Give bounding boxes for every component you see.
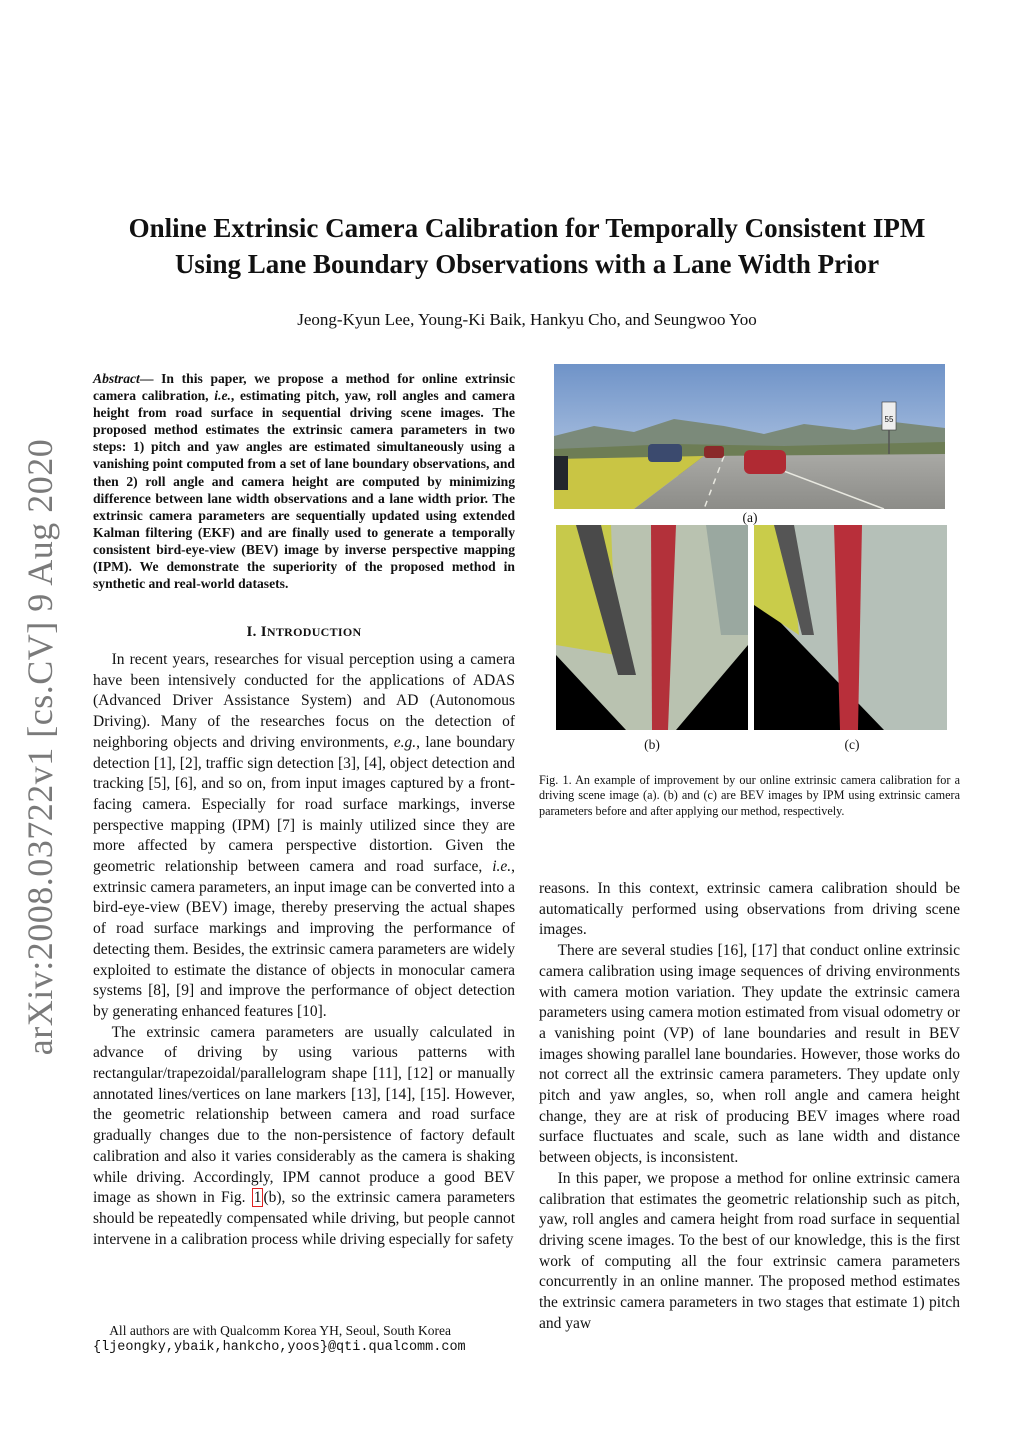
footnote-affiliation: All authors are with Qualcomm Korea YH, Seoul, South Korea: [109, 1323, 451, 1338]
section-rest: NTRODUCTION: [266, 625, 362, 639]
driving-scene-image: [554, 364, 945, 509]
figure-ref-link[interactable]: 1: [253, 1189, 262, 1207]
section-number: I.: [246, 624, 261, 640]
paper-title: [90, 210, 964, 282]
right-body-column: [539, 879, 960, 1334]
arxiv-id-text: arXiv:2008.03722v1 [cs.CV] 9 Aug 2020: [20, 438, 60, 1056]
figure-1b-bev-before: [556, 525, 748, 730]
title-line-2: Using Lane Boundary Observations with a Lane Width Prior: [174, 249, 880, 279]
car-front-red: [744, 450, 786, 474]
abstract-body-1: In this paper, we propose a method for online extrinsic camera calibration,: [93, 371, 515, 404]
figure-label-b: (b): [644, 737, 660, 752]
bev-before-image: [556, 525, 748, 730]
car-left: [648, 444, 682, 462]
intro-p2-text-a: The extrinsic camera parameters are usually calculated in advance of driving by using various patterns with rectangular/trapezoidal/parallelogram shape [11], [12] or manually annotated lines/vertices on lane markers [13], [14], [15]. However, the geometric relationship between camera and road surface gradually changes due to the non-persistence of factory default calibration and also it varies considerably as the camera is shaking while driving. Accordingly, IPM cannot produce a good BEV image as shown in Fig.: [93, 1023, 515, 1207]
figure-label-a: (a): [742, 510, 758, 525]
abstract-dash: —: [139, 371, 162, 386]
right-paragraph-3: In this paper, we propose a method for online extrinsic camera calibration that estimates the geometric relationship such as pitch, yaw, roll angles and camera height from road surface in sequential driving scene images. To the best of our knowledge, this is the first work of computing all the four extrinsic camera parameters concurrently in an online manner. The proposed method estimates the extrinsic camera parameters in two stages that estimate 1) pitch and yaw: [539, 1169, 960, 1332]
abstract-label: Abstract: [93, 371, 140, 386]
speed-sign-text: 55: [884, 415, 894, 424]
title-line-1: Online Extrinsic Camera Calibration for Temporally Consistent IPM: [128, 213, 926, 243]
right-paragraph-2: There are several studies [16], [17] that conduct online extrinsic camera calibration using image sequences of driving environments with camera motion variation. They update the extrinsic camera parameters using camera motion estimated from visual odometry or a vanishing point (VP) of lane boundaries and result in BEV images showing parallel lane boundaries. However, those works do not correct all the extrinsic camera parameters. They update only pitch and yaw angles, so, when roll angle and camera height change, they are at risk of producing BEV images where road surface fluctuates and scale, such as lane width and distance between objects, is inconsistent.: [539, 942, 960, 1167]
figure-1: [540, 362, 960, 772]
section-first-letter: I: [260, 624, 267, 640]
intro-paragraph-2: [93, 1023, 515, 1251]
intro-p2-text-b: (b), so the extrinsic camera parameters should be repeatedly compensated while driving, but people cannot intervene in a calibration process while driving especially for safety: [93, 1189, 516, 1248]
figure-1a-driving-scene: [554, 364, 945, 509]
intro-p1-ie: i.e.: [492, 858, 512, 876]
arxiv-side-identifier: [2, 438, 78, 1056]
figure-label-c: (c): [844, 737, 860, 752]
abstract: [93, 370, 515, 592]
intro-p1-eg: e.g.: [393, 733, 417, 751]
section-heading-introduction: [93, 624, 515, 641]
bev-after-image: [754, 525, 947, 730]
left-body-column: [93, 650, 515, 1250]
figure-1c-bev-after: [754, 525, 947, 730]
author-footnote: [93, 1322, 515, 1356]
intro-paragraph-1: [93, 650, 515, 1023]
motorcycle: [554, 456, 568, 490]
intro-p1-text-b: , lane boundary detection [1], [2], traffic sign detection [3], [4], object detection and tracking [5], [6], and so on, from input images captured by a front-facing camera. Especially for road surface markings, inverse perspective mapping (IPM) [7] is mainly utilized since they are more affected by camera perspective distortion. Given the geometric relationship between camera and road surface,: [93, 733, 515, 876]
right-paragraph-1: reasons. In this context, extrinsic camera calibration should be automatically performed using observations from driving scene images.: [539, 880, 960, 939]
abstract-body-2: , estimating pitch, yaw, roll angles and camera height from road surface in sequential driving scene images. The proposed method estimates the extrinsic camera parameters in two steps: 1) pitch and yaw angles are estimated simultaneously using a vanishing point computed from a set of lane boundary observations, and then 2) roll angle and camera height are computed by minimizing difference between lane width observations and a lane width prior. The extrinsic camera parameters are sequentially updated using extended Kalman filtering (EKF) and are finally used to generate a temporally consistent bird-eye-view (BEV) image by inverse perspective mapping (IPM). We demonstrate the superiority of the proposed method in synthetic and real-world datasets.: [93, 388, 515, 592]
intro-p1-text-c: , extrinsic camera parameters, an input image can be converted into a bird-eye-view (BEV) image, thereby preserving the actual shapes of road surface markings and improving the performance of detecting them. Besides, the extrinsic camera parameters are widely exploited to estimate the distance of objects in monocular camera systems [8], [9] and improve the performance of object detection by generating enhanced features [10].: [93, 858, 515, 1020]
footnote-emails: {ljeongky,ybaik,hankcho,yoos}@qti.qualcomm.com: [93, 1340, 466, 1355]
figure-caption: Fig. 1. An example of improvement by our online extrinsic camera calibration for a driving scene image (a). (b) and (c) are BEV images by IPM using extrinsic camera parameters before and after applying our method, respectively.: [539, 773, 960, 818]
car-mid: [704, 446, 724, 458]
author-list: Jeong-Kyun Lee, Young-Ki Baik, Hankyu Cho, and Seungwoo Yoo: [297, 310, 757, 329]
abstract-ie: i.e.: [214, 388, 231, 404]
intro-p1-text-a: In recent years, researches for visual perception using a camera have been intensively conducted for the applications of ADAS (Advanced Driver Assistance System) and AD (Autonomous Driving). Many of the researches focus on the detection of neighboring objects and driving environments,: [93, 651, 515, 751]
